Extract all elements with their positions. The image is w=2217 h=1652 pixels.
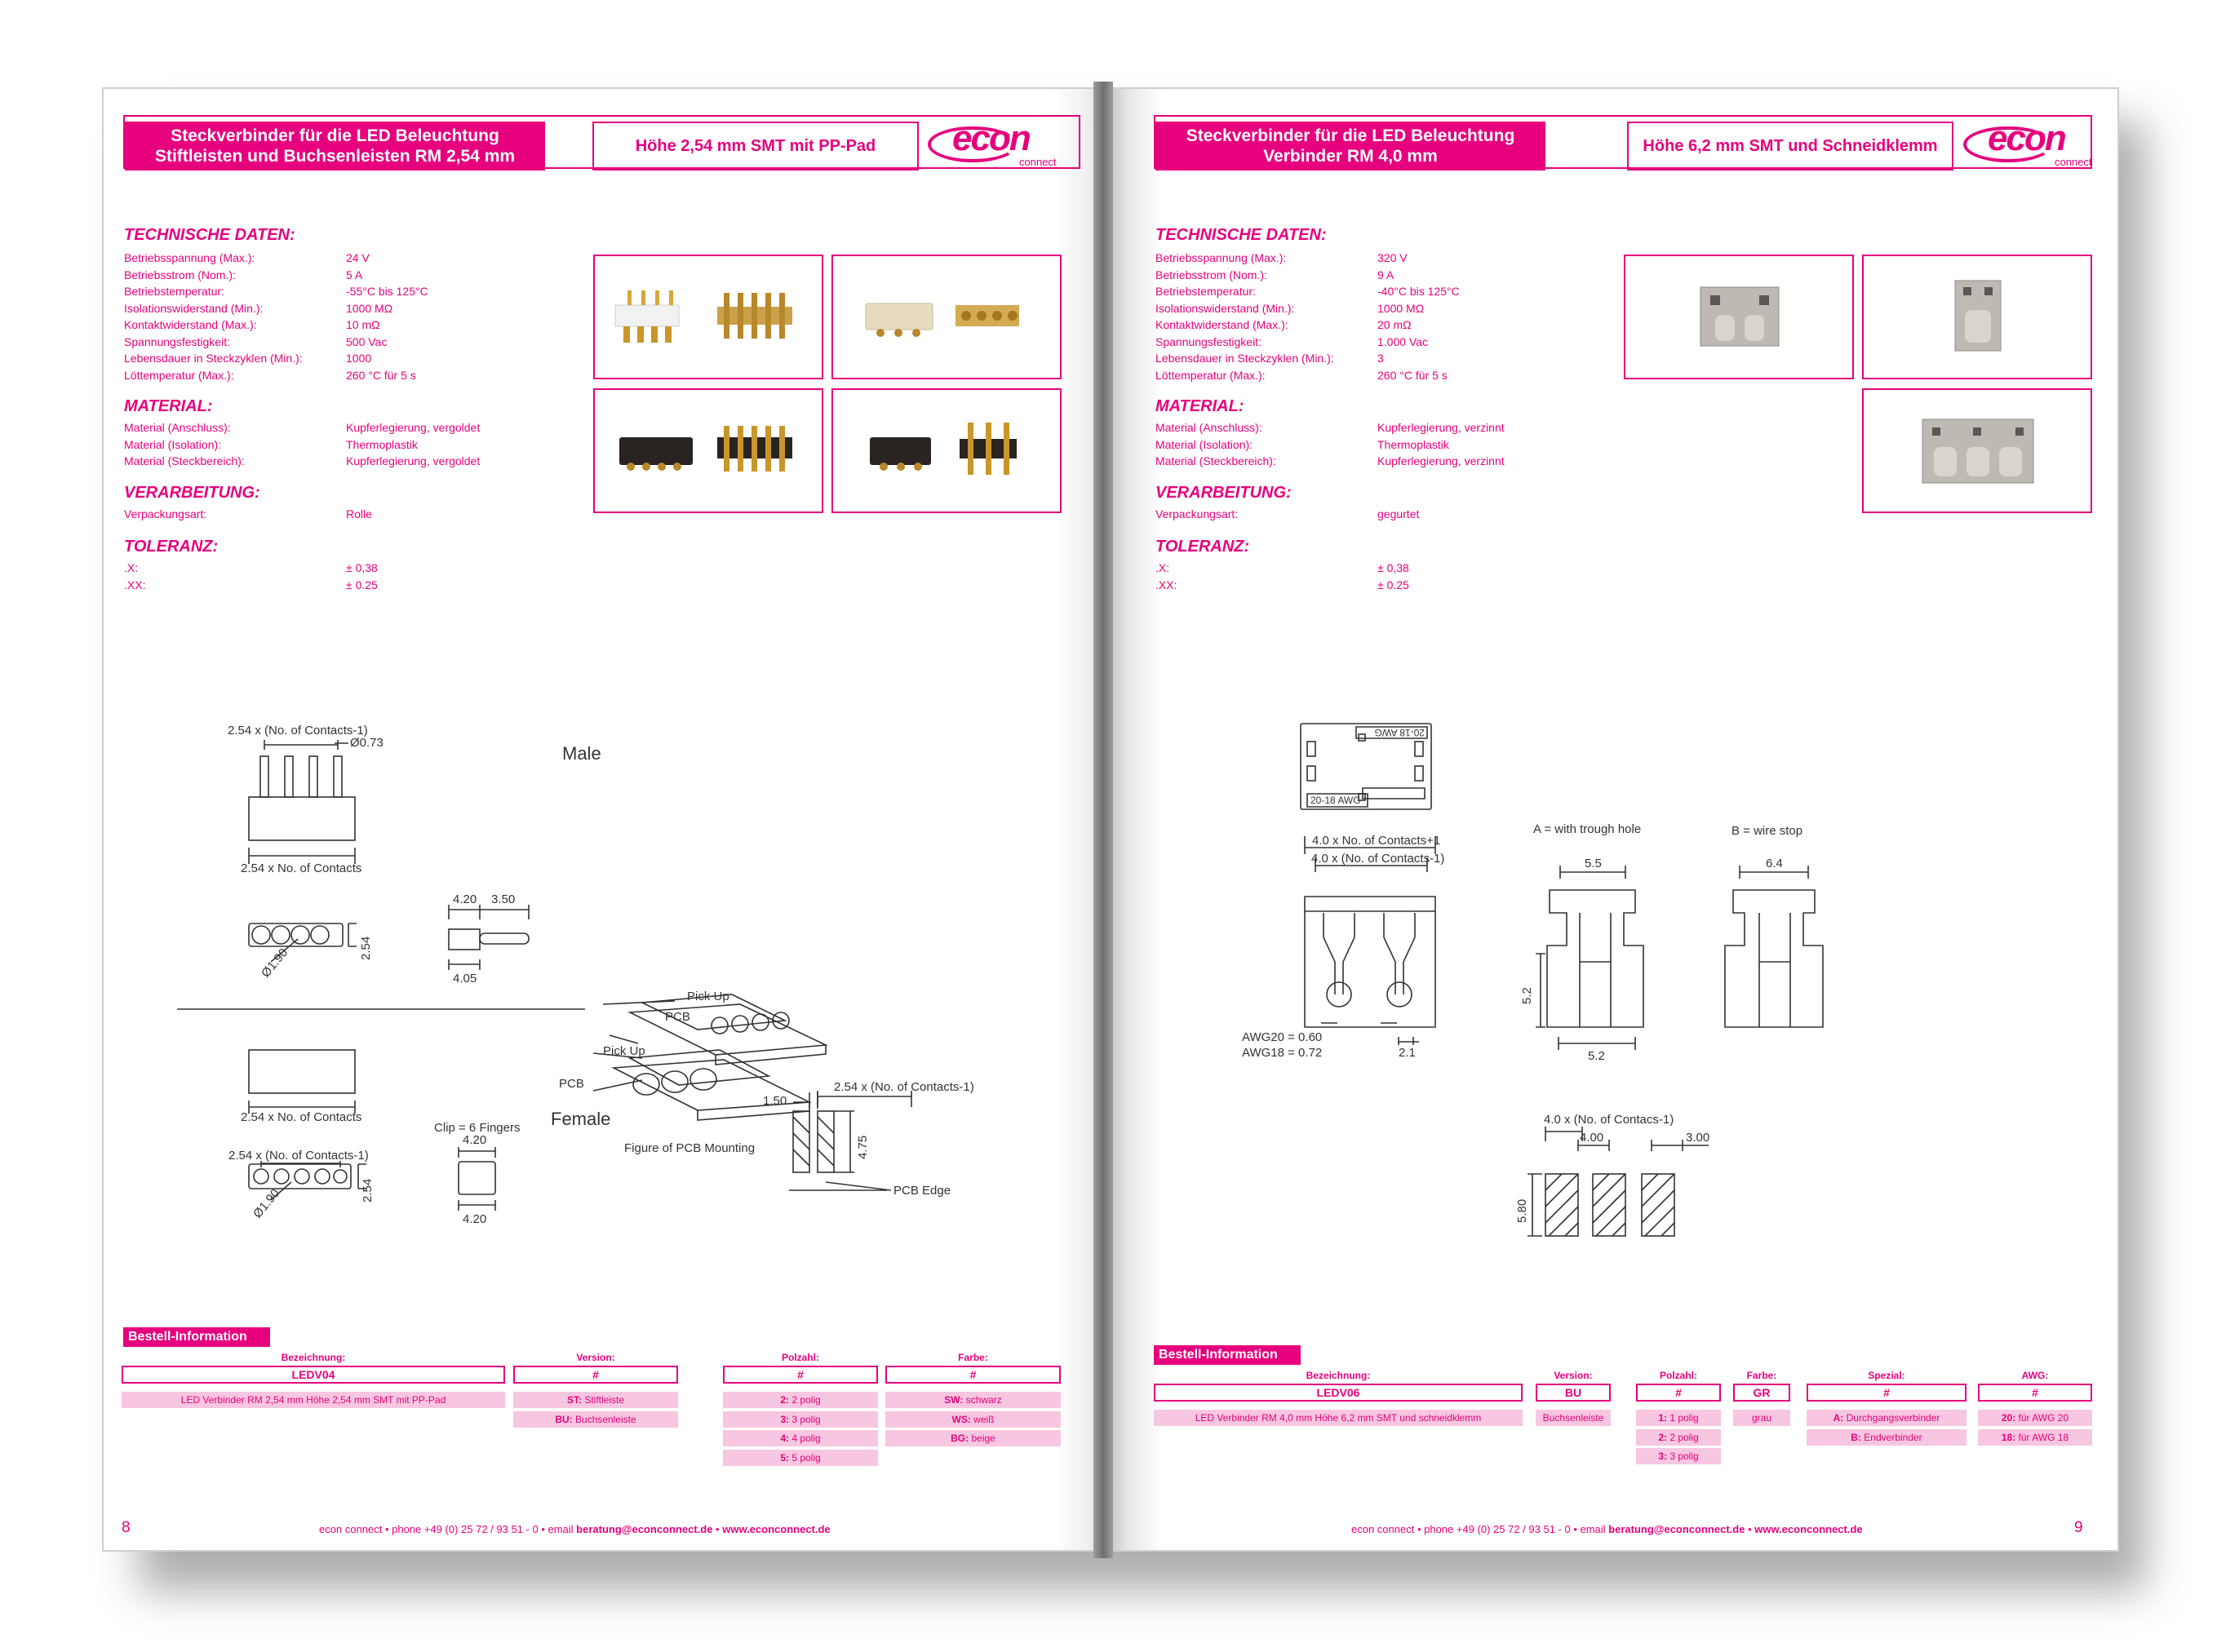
order-option: BG: beige	[885, 1430, 1061, 1446]
label-pick-up-2: Pick Up	[603, 1044, 645, 1058]
order-option: 3: 3 polig	[723, 1411, 878, 1428]
spec-label: .X:	[1155, 561, 1170, 574]
spec-label: Kontaktwiderstand (Max.):	[1155, 318, 1288, 331]
order-option: WS: weiß	[885, 1411, 1061, 1428]
title-line-2: Verbinder RM 4,0 mm	[1263, 147, 1438, 166]
dim-length-male: 2.54 x No. of Contacts	[241, 861, 362, 875]
footer	[1351, 1523, 1863, 1535]
order-option: grau	[1733, 1410, 1790, 1426]
male-pins	[260, 756, 342, 797]
product-image	[1862, 388, 2092, 513]
spec-label: Betriebsstrom (Nom.):	[1155, 268, 1267, 281]
econ-logo	[928, 118, 1058, 172]
order-code-field: #	[513, 1366, 678, 1384]
verarbeitung-heading: VERARBEITUNG:	[1155, 484, 1292, 502]
order-option: A: Durchgangsverbinder	[1807, 1410, 1966, 1426]
spec-label: .X:	[124, 561, 139, 574]
spec-row	[1155, 301, 1425, 316]
title-line-2: Stiftleisten und Buchsenleisten RM 2,54 mm	[154, 147, 516, 166]
pcb-figure-caption: Figure of PCB Mounting	[624, 1141, 756, 1155]
footer-separator: •	[1745, 1523, 1755, 1535]
spec-value: 1000	[346, 352, 372, 365]
black-pins-icon	[717, 426, 792, 472]
spec-row	[1155, 560, 1409, 575]
awg18-note: AWG18 = 0.72	[1242, 1046, 1323, 1060]
spec-value: Thermoplastik	[346, 437, 418, 451]
verarbeitung-heading: VERARBEITUNG:	[124, 484, 260, 502]
dim-300: 3.00	[1686, 1131, 1710, 1145]
order-code-field: GR	[1733, 1384, 1790, 1402]
tech-heading: TECHNISCHE DATEN:	[124, 226, 295, 244]
order-option: BU: Buchsenleiste	[513, 1411, 678, 1428]
order-option: 2: 2 polig	[1636, 1429, 1721, 1446]
footer-email-link[interactable]: beratung@econconnect.de	[576, 1523, 713, 1535]
awg20-note: AWG20 = 0.60	[1242, 1030, 1323, 1044]
technical-drawing-4mm	[1105, 619, 2117, 1353]
option-code: 3:	[780, 1413, 789, 1425]
spec-value: Kupferlegierung, vergoldet	[346, 454, 481, 467]
label-b-view: B = wire stop	[1731, 824, 1803, 838]
option-code: 18:	[2001, 1431, 2016, 1443]
grey-connector-2pin-icon	[1700, 287, 1779, 346]
spec-row	[124, 437, 418, 452]
spec-label: Lebensdauer in Steckzyklen (Min.):	[1155, 352, 1334, 365]
title-line-1: Steckverbinder für die LED Beleuchtung	[171, 126, 499, 145]
dim-420-clip-bottom: 4.20	[463, 1212, 487, 1226]
spec-label: Material (Anschluss):	[124, 421, 231, 434]
spec-row	[1155, 437, 1449, 452]
order-heading: Bestell-Information	[1154, 1345, 1301, 1365]
label-pcb-1: PCB	[665, 1010, 690, 1024]
spec-label: .XX:	[124, 578, 146, 591]
dim-254-male: 2.54	[359, 936, 373, 960]
dim-254-female: 2.54	[361, 1178, 375, 1202]
spec-value: 24 V	[346, 251, 370, 264]
order-column-header: Polzahl:	[1659, 1370, 1697, 1381]
dim-400: 4.00	[1580, 1131, 1604, 1145]
dim-pitch-male: 2.54 x (No. of Contacts-1)	[228, 724, 368, 737]
spec-value: 260 °C für 5 s	[346, 368, 416, 382]
spec-row	[124, 317, 380, 332]
dim-21: 2.1	[1399, 1046, 1416, 1060]
order-option: 3: 3 polig	[1636, 1448, 1721, 1464]
order-option: 2: 2 polig	[723, 1392, 878, 1408]
product-image	[593, 388, 823, 513]
spec-row	[124, 284, 428, 299]
tech-heading: TECHNISCHE DATEN:	[1155, 226, 1327, 244]
spec-label: Verpackungsart:	[1155, 507, 1239, 520]
spec-row	[1155, 420, 1505, 435]
order-code-field: #	[723, 1366, 878, 1384]
spec-label: Betriebsspannung (Max.):	[124, 251, 255, 264]
econ-logo	[1963, 118, 2094, 172]
option-code: WS:	[951, 1413, 971, 1425]
product-image	[1862, 255, 2092, 379]
spec-row	[1155, 334, 1429, 349]
dim-580: 5.80	[1515, 1198, 1529, 1223]
spec-label: Spannungsfestigkeit:	[124, 334, 230, 348]
spec-value: -55°C bis 125°C	[346, 285, 428, 298]
dim-pitch-pcb: 2.54 x (No. of Contacts-1)	[834, 1080, 974, 1094]
dim-length-female: 2.54 x No. of Contacts	[241, 1110, 362, 1124]
spec-row	[1155, 250, 1408, 265]
option-code: 3:	[1658, 1450, 1667, 1462]
order-option: ST: Stiftleiste	[513, 1392, 678, 1408]
spec-label: Kontaktwiderstand (Max.):	[124, 318, 257, 331]
spec-label: Material (Isolation):	[1155, 437, 1253, 451]
option-code: BU:	[555, 1413, 573, 1425]
male-body	[249, 797, 355, 840]
spec-row	[1155, 268, 1394, 282]
spec-value: 5 A	[346, 268, 363, 281]
spec-row	[124, 560, 378, 575]
spec-row	[1155, 284, 1460, 299]
logo-sub: connect	[2055, 156, 2092, 168]
order-code-field: #	[885, 1366, 1061, 1384]
spec-value: 20 mΩ	[1377, 318, 1412, 331]
spec-row	[124, 507, 372, 521]
order-code-field: LEDV04	[122, 1366, 505, 1384]
option-code: 2:	[1658, 1431, 1667, 1443]
spec-row	[1155, 507, 1420, 521]
spec-value: 3	[1377, 352, 1384, 365]
spec-value: 1.000 Vac	[1377, 334, 1429, 348]
spec-value: ± 0.25	[346, 578, 378, 591]
title-line-1: Steckverbinder für die LED Beleuchtung	[1186, 126, 1515, 145]
awg-label-top: 20-18 AWG	[1374, 727, 1425, 738]
footer-separator: •	[712, 1523, 723, 1535]
spec-label: Betriebstemperatur:	[124, 285, 224, 298]
order-column-header: Bezeichnung:	[281, 1352, 346, 1363]
spec-row	[124, 578, 378, 592]
spec-label: Material (Steckbereich):	[1155, 454, 1276, 467]
spec-value: Kupferlegierung, verzinnt	[1377, 421, 1505, 434]
grey-connector-1pin-icon	[1955, 281, 2001, 351]
spec-value: Rolle	[346, 507, 372, 520]
footer-web-link[interactable]: www.econconnect.de	[1754, 1523, 1863, 1535]
technical-drawing-male-female	[104, 619, 1115, 1353]
option-code: 1:	[1658, 1412, 1667, 1424]
spec-label: Betriebstemperatur:	[1155, 285, 1256, 298]
spec-value: 1000 MΩ	[346, 301, 393, 315]
page-number: 8	[122, 1519, 131, 1536]
label-a-view: A = with trough hole	[1533, 822, 1642, 836]
dim-150: 1.50	[763, 1094, 787, 1108]
dim-pitch-plus: 4.0 x No. of Contacts+1	[1312, 834, 1441, 848]
dim-pitch-minus: 4.0 x (No. of Contacts-1)	[1311, 852, 1445, 866]
spec-value: ± 0,38	[1377, 561, 1409, 574]
grey-connector-3pin-icon	[1922, 419, 2033, 483]
toleranz-heading: TOLERANZ:	[124, 538, 219, 556]
option-code: ST:	[566, 1394, 582, 1406]
footer-text: econ connect • phone +49 (0) 25 72 / 93 51 - 0 • email	[1351, 1523, 1609, 1535]
spec-row	[1155, 454, 1505, 468]
spec-row	[1155, 317, 1412, 332]
order-option: B: Endverbinder	[1807, 1429, 1966, 1446]
spec-value: 9 A	[1377, 268, 1394, 281]
spec-row	[124, 351, 372, 365]
spec-value: 10 mΩ	[346, 318, 380, 331]
toleranz-heading: TOLERANZ:	[1155, 538, 1250, 556]
beige-header-icon	[866, 303, 933, 337]
material-heading: MATERIAL:	[1155, 397, 1244, 415]
spec-label: Material (Isolation):	[124, 437, 222, 451]
dim-pad-pitch: 4.0 x (No. of Contacs-1)	[1544, 1113, 1674, 1127]
spec-row	[124, 420, 481, 435]
spec-label: Material (Steckbereich):	[124, 454, 245, 467]
dim-405: 4.05	[453, 972, 477, 985]
dim-190-female: Ø1.90	[251, 1186, 283, 1221]
clip-note: Clip = 6 Fingers	[434, 1121, 521, 1135]
order-option: 20: für AWG 20	[1978, 1410, 2092, 1426]
spec-value: 1000 MΩ	[1377, 301, 1425, 315]
spec-value: Thermoplastik	[1377, 437, 1449, 451]
spec-row	[124, 368, 416, 383]
spec-row	[124, 301, 393, 316]
spec-row	[124, 250, 370, 265]
spec-row	[124, 268, 363, 282]
dim-55: 5.5	[1585, 857, 1602, 870]
page-right	[1103, 87, 2119, 1552]
logo-word: econ	[952, 118, 1030, 158]
book-spine	[1093, 82, 1113, 1558]
order-option: 1: 1 polig	[1636, 1410, 1721, 1426]
dim-64: 6.4	[1766, 857, 1783, 870]
spec-value: Kupferlegierung, vergoldet	[346, 421, 481, 434]
spec-value: -40°C bis 125°C	[1377, 285, 1460, 298]
page-left	[102, 87, 1118, 1552]
spec-label: Isolationswiderstand (Min.):	[1155, 301, 1295, 315]
page-subtitle: Höhe 2,54 mm SMT mit PP-Pad	[592, 122, 919, 171]
spec-label: Spannungsfestigkeit:	[1155, 334, 1261, 348]
spec-label: Löttemperatur (Max.):	[1155, 368, 1266, 382]
spec-label: Verpackungsart:	[124, 507, 207, 520]
order-code-field: #	[1978, 1384, 2092, 1402]
spec-row	[1155, 578, 1409, 592]
dim-190-male: Ø1.90	[259, 946, 291, 981]
order-column-header: AWG:	[2021, 1370, 2049, 1381]
footer	[319, 1523, 831, 1535]
black-socket-icon	[619, 437, 693, 471]
footer-web-link[interactable]: www.econconnect.de	[722, 1523, 831, 1535]
label-pcb-edge: PCB Edge	[893, 1184, 951, 1198]
dim-pitch-female: 2.54 x (No. of Contacts-1)	[228, 1149, 369, 1163]
order-option: 4: 4 polig	[723, 1430, 878, 1446]
logo-sub: connect	[1019, 156, 1057, 168]
dim-52-height: 5.2	[1520, 987, 1534, 1004]
product-image	[831, 255, 1062, 379]
black-3pin-socket-icon	[870, 437, 931, 471]
footprint-pads	[1545, 1174, 1674, 1236]
spec-row	[1155, 351, 1384, 365]
spec-value: Kupferlegierung, verzinnt	[1377, 454, 1505, 467]
product-image	[593, 255, 823, 379]
order-column-header: Bezeichnung:	[1306, 1370, 1371, 1381]
dim-pin-diameter: Ø0.73	[350, 736, 384, 750]
spec-value: ± 0.25	[1377, 578, 1409, 591]
spec-value: gegurtet	[1377, 507, 1420, 520]
spec-label: .XX:	[1155, 578, 1177, 591]
order-heading: Bestell-Information	[123, 1327, 270, 1347]
spec-label: Betriebsstrom (Nom.):	[124, 268, 236, 281]
page-number: 9	[2074, 1519, 2083, 1536]
spec-value: 260 °C für 5 s	[1377, 368, 1448, 382]
product-image	[1624, 255, 1854, 379]
order-option: LED Verbinder RM 4,0 mm Höhe 6,2 mm SMT und schneidklemm	[1154, 1410, 1523, 1426]
order-option: SW: schwarz	[885, 1392, 1061, 1408]
order-column-header: Farbe:	[958, 1352, 988, 1363]
spec-label: Betriebsspannung (Max.):	[1155, 251, 1287, 264]
order-code-field: BU	[1536, 1384, 1611, 1402]
option-code: 20:	[2001, 1412, 2016, 1424]
label-male: Male	[562, 743, 601, 764]
dim-350: 3.50	[491, 892, 516, 906]
option-code: 5:	[780, 1451, 789, 1464]
gold-pins-icon	[717, 293, 792, 339]
page-subtitle: Höhe 6,2 mm SMT und Schneidklemm	[1627, 122, 1953, 171]
option-code: SW:	[944, 1394, 964, 1406]
white-header-icon	[615, 290, 679, 343]
order-column-header: Version:	[1554, 1370, 1593, 1381]
order-code-field: #	[1807, 1384, 1966, 1402]
label-female: Female	[551, 1109, 611, 1129]
page-title	[1155, 122, 1545, 171]
order-option: LED Verbinder RM 2,54 mm Höhe 2,54 mm SMT mit PP-Pad	[122, 1392, 505, 1408]
option-code: BG:	[951, 1433, 969, 1444]
spec-label: Isolationswiderstand (Min.):	[124, 301, 264, 315]
option-code: A:	[1833, 1412, 1844, 1424]
dim-420: 4.20	[453, 892, 477, 906]
order-column-header: Polzahl:	[781, 1352, 819, 1363]
material-heading: MATERIAL:	[124, 397, 213, 415]
page-title	[125, 122, 545, 171]
order-code-field: LEDV06	[1154, 1384, 1523, 1402]
label-pcb-2: PCB	[559, 1077, 584, 1091]
logo-word: econ	[1988, 118, 2065, 158]
option-code: 4:	[780, 1433, 789, 1444]
spec-label: Material (Anschluss):	[1155, 421, 1262, 434]
dim-420-clip-top: 4.20	[463, 1133, 487, 1147]
spec-value: ± 0,38	[346, 561, 378, 574]
black-3pin-header-icon	[960, 423, 1017, 475]
spec-value: 500 Vac	[346, 334, 388, 348]
spec-row	[1155, 368, 1448, 383]
footer-text: econ connect • phone +49 (0) 25 72 / 93 51 - 0 • email	[319, 1523, 577, 1535]
order-column-header: Version:	[576, 1352, 615, 1363]
awg-label-bottom: 20-18 AWG	[1310, 795, 1361, 806]
dim-475: 4.75	[856, 1135, 870, 1159]
order-code-field: #	[1636, 1384, 1721, 1402]
footer-email-link[interactable]: beratung@econconnect.de	[1608, 1523, 1745, 1535]
dim-52-width: 5.2	[1588, 1049, 1605, 1063]
spec-label: Löttemperatur (Max.):	[124, 368, 234, 382]
option-code: 2:	[780, 1394, 789, 1406]
spec-row	[124, 454, 481, 468]
spec-value: 320 V	[1377, 251, 1408, 264]
order-option: Buchsenleiste	[1536, 1410, 1611, 1426]
pcb-edge-footprint	[789, 1091, 911, 1190]
order-column-header: Farbe:	[1746, 1370, 1777, 1381]
spec-label: Lebensdauer in Steckzyklen (Min.):	[124, 352, 303, 365]
product-image	[831, 388, 1062, 513]
order-option: 18: für AWG 18	[1978, 1429, 2092, 1446]
option-code: B:	[1851, 1431, 1861, 1443]
label-pick-up-1: Pick Up	[687, 990, 729, 1003]
order-column-header: Spezial:	[1868, 1370, 1905, 1381]
gold-socket-icon	[956, 305, 1019, 326]
spec-row	[124, 334, 388, 349]
order-option: 5: 5 polig	[723, 1450, 878, 1466]
